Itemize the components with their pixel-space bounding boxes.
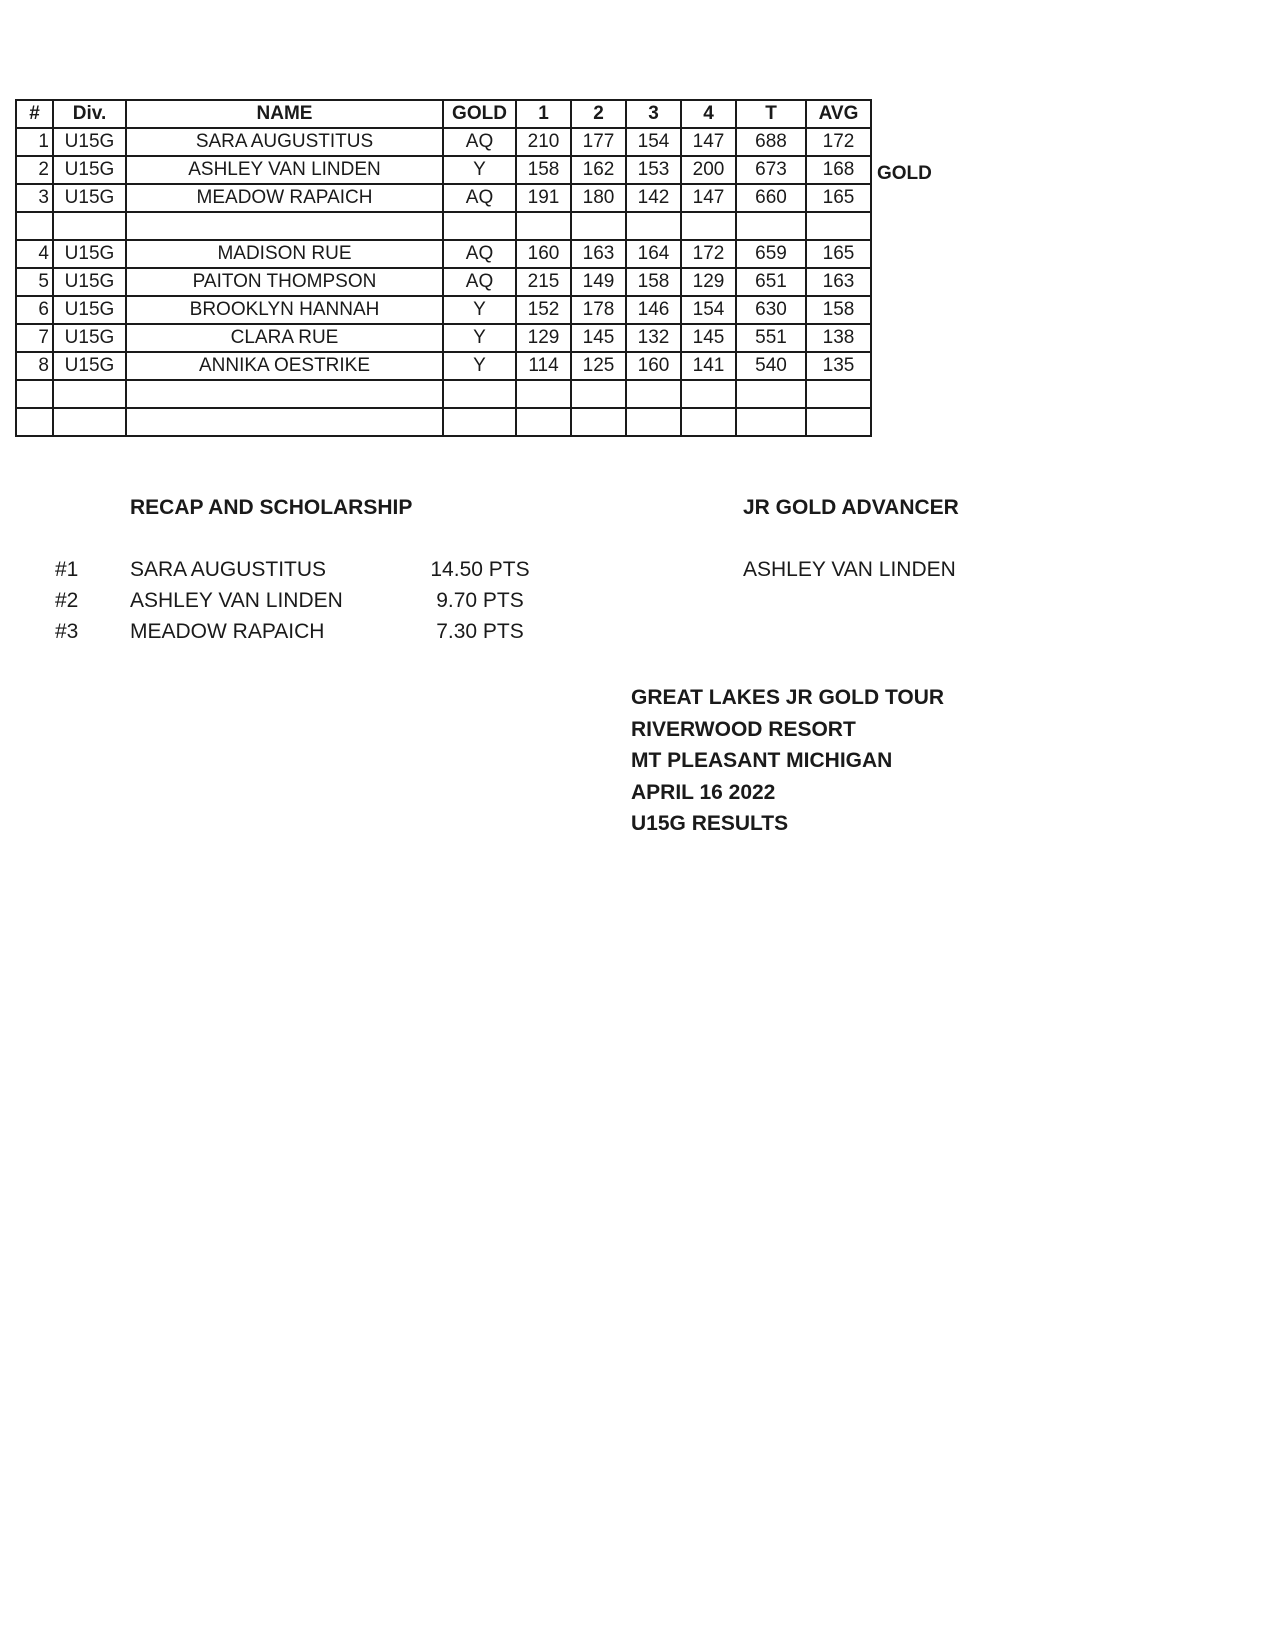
table-row bbox=[16, 268, 871, 296]
cell-game-4 bbox=[681, 212, 736, 240]
cell-game-4: 147 bbox=[681, 128, 736, 156]
cell-game-2: 162 bbox=[571, 156, 626, 184]
cell-game-2: 178 bbox=[571, 296, 626, 324]
recap-title: RECAP AND SCHOLARSHIP bbox=[130, 496, 413, 519]
cell-game-3: 158 bbox=[626, 268, 681, 296]
cell-game-1 bbox=[516, 408, 571, 436]
cell-game-4 bbox=[681, 380, 736, 408]
cell-average: 158 bbox=[806, 296, 871, 324]
advancer-name: ASHLEY VAN LINDEN bbox=[743, 558, 956, 581]
cell-average: 163 bbox=[806, 268, 871, 296]
cell-division bbox=[53, 212, 126, 240]
cell-game-2: 180 bbox=[571, 184, 626, 212]
cell-game-2: 125 bbox=[571, 352, 626, 380]
header-game-4: 4 bbox=[681, 100, 736, 128]
cell-name: PAITON THOMPSON bbox=[126, 268, 443, 296]
cell-division: U15G bbox=[53, 296, 126, 324]
table-row bbox=[16, 156, 871, 184]
cell-gold: AQ bbox=[443, 268, 516, 296]
cell-name: BROOKLYN HANNAH bbox=[126, 296, 443, 324]
cell-game-1: 215 bbox=[516, 268, 571, 296]
cell-average: 168 bbox=[806, 156, 871, 184]
cell-average: 165 bbox=[806, 184, 871, 212]
cell-name: MADISON RUE bbox=[126, 240, 443, 268]
header-game-1: 1 bbox=[516, 100, 571, 128]
table-row bbox=[16, 212, 871, 240]
cell-game-2 bbox=[571, 380, 626, 408]
event-date: APRIL 16 2022 bbox=[631, 780, 776, 804]
cell-total: 630 bbox=[736, 296, 806, 324]
cell-total bbox=[736, 380, 806, 408]
event-division-results: U15G RESULTS bbox=[631, 812, 789, 835]
cell-gold: Y bbox=[443, 324, 516, 352]
cell-total: 551 bbox=[736, 324, 806, 352]
cell-game-1: 191 bbox=[516, 184, 571, 212]
event-venue: RIVERWOOD RESORT bbox=[631, 717, 856, 741]
event-tour-name: GREAT LAKES JR GOLD TOUR bbox=[631, 686, 945, 709]
header-division: Div. bbox=[53, 100, 126, 128]
event-info bbox=[631, 682, 944, 840]
results-table bbox=[15, 99, 872, 437]
cell-game-3: 142 bbox=[626, 184, 681, 212]
recap-name: ASHLEY VAN LINDEN bbox=[130, 589, 343, 612]
cell-game-1: 152 bbox=[516, 296, 571, 324]
cell-game-2: 149 bbox=[571, 268, 626, 296]
cell-total: 651 bbox=[736, 268, 806, 296]
cell-total: 688 bbox=[736, 128, 806, 156]
cell-gold: Y bbox=[443, 352, 516, 380]
cell-division: U15G bbox=[53, 352, 126, 380]
cell-game-3: 160 bbox=[626, 352, 681, 380]
cell-game-1: 114 bbox=[516, 352, 571, 380]
cell-name: ANNIKA OESTRIKE bbox=[126, 352, 443, 380]
table-row bbox=[16, 352, 871, 380]
cell-game-4: 147 bbox=[681, 184, 736, 212]
cell-gold bbox=[443, 408, 516, 436]
cell-game-1: 160 bbox=[516, 240, 571, 268]
table-body bbox=[16, 128, 871, 436]
table-row bbox=[16, 128, 871, 156]
cell-game-3: 154 bbox=[626, 128, 681, 156]
table-header-row bbox=[16, 100, 871, 128]
cell-game-4: 154 bbox=[681, 296, 736, 324]
recap-points: 9.70 PTS bbox=[436, 589, 524, 612]
cell-name: MEADOW RAPAICH bbox=[126, 184, 443, 212]
cell-game-3: 146 bbox=[626, 296, 681, 324]
cell-rank: 6 bbox=[16, 296, 53, 324]
cell-division: U15G bbox=[53, 184, 126, 212]
cell-rank bbox=[16, 408, 53, 436]
cell-game-3 bbox=[626, 380, 681, 408]
header-rank: # bbox=[16, 100, 53, 128]
cell-average bbox=[806, 212, 871, 240]
cell-name: ASHLEY VAN LINDEN bbox=[126, 156, 443, 184]
recap-rank: #1 bbox=[55, 558, 79, 581]
cell-total bbox=[736, 212, 806, 240]
cell-gold bbox=[443, 380, 516, 408]
cell-gold: Y bbox=[443, 296, 516, 324]
cell-rank: 8 bbox=[16, 352, 53, 380]
cell-rank: 2 bbox=[16, 156, 53, 184]
cell-game-1: 158 bbox=[516, 156, 571, 184]
cell-rank bbox=[16, 212, 53, 240]
header-game-3: 3 bbox=[626, 100, 681, 128]
cell-gold: AQ bbox=[443, 184, 516, 212]
recap-points: 14.50 PTS bbox=[430, 558, 530, 581]
event-location: MT PLEASANT MICHIGAN bbox=[631, 749, 893, 772]
cell-name bbox=[126, 408, 443, 436]
cell-game-3 bbox=[626, 212, 681, 240]
cell-game-3: 164 bbox=[626, 240, 681, 268]
cell-name: SARA AUGUSTITUS bbox=[126, 128, 443, 156]
cell-rank: 4 bbox=[16, 240, 53, 268]
cell-division: U15G bbox=[53, 240, 126, 268]
cell-rank bbox=[16, 380, 53, 408]
recap-rank: #2 bbox=[55, 589, 79, 612]
recap-rank: #3 bbox=[55, 620, 79, 643]
recap-name: MEADOW RAPAICH bbox=[130, 620, 325, 643]
header-game-2: 2 bbox=[571, 100, 626, 128]
cell-game-4: 145 bbox=[681, 324, 736, 352]
header-average: AVG bbox=[806, 100, 871, 128]
cell-game-3: 153 bbox=[626, 156, 681, 184]
cell-total: 659 bbox=[736, 240, 806, 268]
cell-average: 172 bbox=[806, 128, 871, 156]
header-total: T bbox=[736, 100, 806, 128]
cell-rank: 7 bbox=[16, 324, 53, 352]
cell-division bbox=[53, 408, 126, 436]
table-row bbox=[16, 408, 871, 436]
cell-average: 135 bbox=[806, 352, 871, 380]
table-row bbox=[16, 184, 871, 212]
cell-game-1 bbox=[516, 212, 571, 240]
table-row bbox=[16, 296, 871, 324]
cell-gold: AQ bbox=[443, 128, 516, 156]
cell-game-3 bbox=[626, 408, 681, 436]
cell-game-1: 129 bbox=[516, 324, 571, 352]
gold-side-note: GOLD bbox=[877, 163, 932, 184]
cell-name bbox=[126, 380, 443, 408]
header-name: NAME bbox=[126, 100, 443, 128]
cell-average bbox=[806, 408, 871, 436]
table-row bbox=[16, 380, 871, 408]
cell-game-4: 172 bbox=[681, 240, 736, 268]
table-row bbox=[16, 240, 871, 268]
cell-name: CLARA RUE bbox=[126, 324, 443, 352]
cell-division: U15G bbox=[53, 268, 126, 296]
cell-division bbox=[53, 380, 126, 408]
cell-division: U15G bbox=[53, 128, 126, 156]
cell-total bbox=[736, 408, 806, 436]
cell-division: U15G bbox=[53, 324, 126, 352]
cell-game-4: 200 bbox=[681, 156, 736, 184]
cell-game-4 bbox=[681, 408, 736, 436]
cell-game-3: 132 bbox=[626, 324, 681, 352]
recap-name: SARA AUGUSTITUS bbox=[130, 558, 327, 581]
cell-game-4: 141 bbox=[681, 352, 736, 380]
cell-gold: Y bbox=[443, 156, 516, 184]
cell-game-2 bbox=[571, 212, 626, 240]
cell-gold bbox=[443, 212, 516, 240]
cell-average: 138 bbox=[806, 324, 871, 352]
cell-game-1: 210 bbox=[516, 128, 571, 156]
cell-game-1 bbox=[516, 380, 571, 408]
cell-total: 660 bbox=[736, 184, 806, 212]
cell-game-2: 145 bbox=[571, 324, 626, 352]
advancer-title: JR GOLD ADVANCER bbox=[743, 496, 959, 519]
cell-gold: AQ bbox=[443, 240, 516, 268]
cell-game-2: 163 bbox=[571, 240, 626, 268]
cell-game-2: 177 bbox=[571, 128, 626, 156]
cell-rank: 3 bbox=[16, 184, 53, 212]
table-row bbox=[16, 324, 871, 352]
cell-total: 540 bbox=[736, 352, 806, 380]
cell-name bbox=[126, 212, 443, 240]
cell-division: U15G bbox=[53, 156, 126, 184]
cell-total: 673 bbox=[736, 156, 806, 184]
cell-game-2 bbox=[571, 408, 626, 436]
cell-game-4: 129 bbox=[681, 268, 736, 296]
cell-rank: 5 bbox=[16, 268, 53, 296]
cell-rank: 1 bbox=[16, 128, 53, 156]
cell-average bbox=[806, 380, 871, 408]
recap-points: 7.30 PTS bbox=[436, 620, 524, 643]
header-gold: GOLD bbox=[443, 100, 516, 128]
cell-average: 165 bbox=[806, 240, 871, 268]
